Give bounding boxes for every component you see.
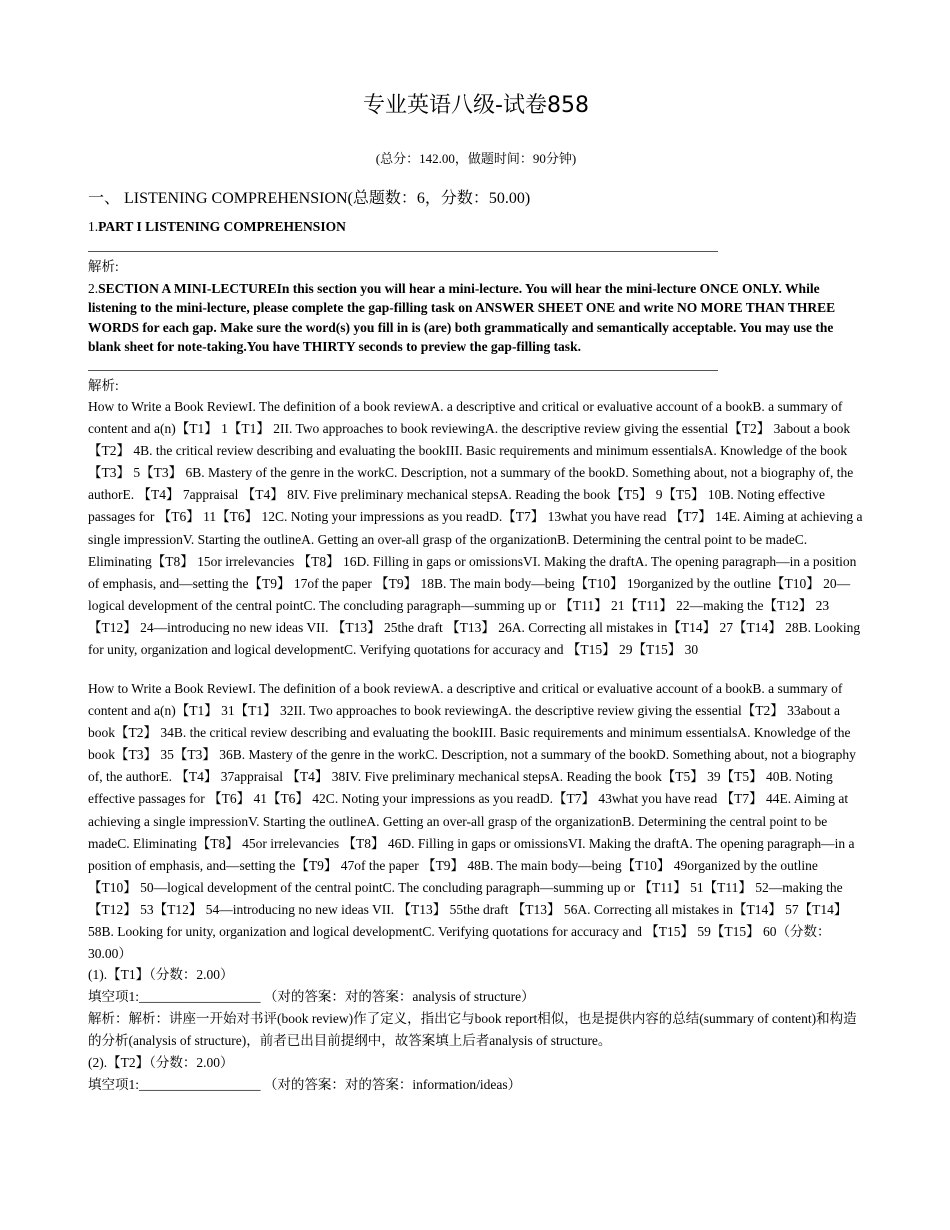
question-1 (88, 218, 346, 236)
question-text: PART I LISTENING COMPREHENSION (98, 219, 346, 234)
answer-analysis: 解析：解析：讲座一开始对书评(book review)作了定义，指出它与book report相似，也是提供内容的总结(summary of content)和构造的分析(analysis of structure)，前者已出目前提纲中，故答案填上后者analysis of structure。 (88, 1011, 857, 1048)
question-number: 1. (88, 219, 99, 234)
answer-divider (88, 251, 718, 252)
sub-question-header: (2).【T2】（分数：2.00） (88, 1055, 234, 1070)
explanation-label: 解析: (88, 259, 119, 274)
fill-blank-answer: 填空项1:__________________ （对的答案：对的答案：analysis of structure） (88, 989, 535, 1004)
section-header: 一、 LISTENING COMPREHENSION(总题数：6，分数：50.00) (88, 190, 531, 207)
lecture-outline-passage: How to Write a Book ReviewI. The definition of a book reviewA. a descriptive and critical or evaluative account of a bookB. a summary of content and a(n)【T1】 1【T1】 2II. Two approaches to book reviewingA. the descriptive review giving the essential【T2】 3about a book【T2】 4B. the critical review describing and evaluating the bookIII. Basic requirements and minimum essentialsA. Knowledge of the book【T3】 5【T3】 6B. Mastery of the genre in the workC. Description, not a summary of the bookD. Something about, not a biography of, the authorE. 【T4】 7appraisal 【T4】 8IV. Five preliminary mechanical stepsA. Reading the book【T5】 9【T5】 10B. Noting effective passages for 【T6】 11【T6】 12C. Noting your impressions as you readD.【T7】 13what you have read 【T7】 14E. Aiming at achieving a single impressionV. Starting the outlineA. Getting an over-all grasp of the organizationB. Determining the central point to be madeC. Eliminating【T8】 15or irrelevancies 【T8】 16D. Filling in gaps or omissionsVI. Making the draftA. The opening paragraph—in a position of emphasis, and—setting the【T9】 17of the paper 【T9】 18B. The main body—being【T10】 19organized by the outline【T10】 20—logical development of the central pointC. The concluding paragraph—summing up or 【T11】 21【T11】 22—making the【T12】 23【T12】 24—introducing no new ideas VII. 【T13】 25the draft 【T13】 26A. Correcting all mistakes in【T14】 27【T14】 28B. Looking for unity, organization and logical developmentC. Verifying quotations for accuracy and 【T15】 29【T15】 30 (88, 399, 863, 658)
exam-meta: (总分：142.00，做题时间：90分钟) (375, 151, 577, 166)
lecture-outline-passage: How to Write a Book ReviewI. The definition of a book reviewA. a descriptive and critical or evaluative account of a bookB. a summary of content and a(n)【T1】 31【T1】 32II. Two approaches to book reviewingA. the descriptive review giving the essential【T2】 33about a book【T2】 34B. the critical review describing and evaluating the bookIII. Basic requirements and minimum essentialsA. Knowledge of the book【T3】 35【T3】 36B. Mastery of the genre in the workC. Description, not a summary of the bookD. Something about, not a biography of, the authorE. 【T4】 37appraisal 【T4】 38IV. Five preliminary mechanical stepsA. Reading the book【T5】 39【T5】 40B. Noting effective passages for 【T6】 41【T6】 42C. Noting your impressions as you readD.【T7】 43what you have read 【T7】 44E. Aiming at achieving a single impressionV. Starting the outlineA. Getting an over-all grasp of the organizationB. Determining the central point to be madeC. Eliminating【T8】 45or irrelevancies 【T8】 46D. Filling in gaps or omissionsVI. Making the draftA. The opening paragraph—in a position of emphasis, and—setting the【T9】 47of the paper 【T9】 48B. The main body—being【T10】 49organized by the outline【T10】 50—logical development of the central pointC. The concluding paragraph—summing up or 【T11】 51【T11】 52—making the【T12】 53【T12】 54—introducing no new ideas VII. 【T13】 55the draft 【T13】 56A. Correcting all mistakes in【T14】 57【T14】 58B. Looking for unity, organization and logical developmentC. Verifying quotations for accuracy and 【T15】 59【T15】 60（分数：30.00） (88, 681, 856, 962)
fill-blank-answer: 填空项1:__________________ （对的答案：对的答案：information/ideas） (88, 1077, 522, 1092)
sub-question-header: (1).【T1】（分数：2.00） (88, 967, 234, 982)
explanation-label: 解析: (88, 378, 119, 393)
answer-divider (88, 370, 718, 371)
question-number: 2. (88, 281, 99, 296)
question-text: SECTION A MINI-LECTUREIn this section you will hear a mini-lecture. You will hear the mini-lecture ONCE ONLY. While listening to the mini-lecture, please complete the gap-filling task on ANSWER SHEET ONE and write NO MORE THAN THREE WORDS for each gap. Make sure the word(s) you fill in is (are) both grammatically and semantically acceptable. You may use the blank sheet for note-taking.You have THIRTY seconds to preview the gap-filling task. (88, 281, 836, 355)
page-title: 专业英语八级-试卷858 (363, 93, 589, 118)
question-2 (88, 279, 858, 357)
